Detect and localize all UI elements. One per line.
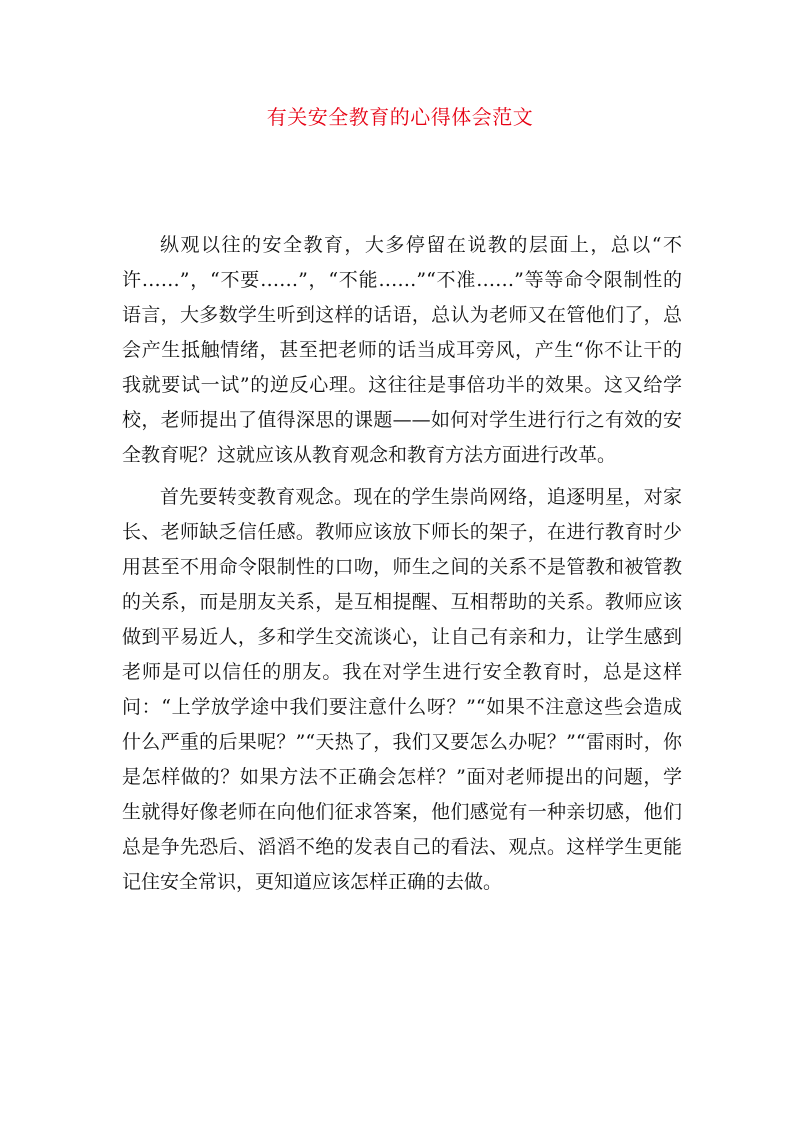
paragraph-1: 纵观以往的安全教育，大多停留在说教的层面上，总以“不许……”，“不要……”，“不能……”“不准……”等等命令限制性的语言，大多数学生听到这样的话语，总认为老师又在管他们了，总会产生抵触情绪，甚至把老师的话当成耳旁风，产生“你不让干的我就要试一试”的逆反心理。这往往是事倍功半的效果。这又给学校，老师提出了值得深思的课题——如何对学生进行行之有效的安全教育呢？这就应该从教育观念和教育方法方面进行改革。: [122, 234, 682, 466]
document-body: [122, 228, 682, 907]
document-title: 有关安全教育的心得体会范文: [266, 105, 534, 129]
paragraph-2: 首先要转变教育观念。现在的学生崇尚网络，追逐明星，对家长、老师缺乏信任感。教师应该放下师长的架子，在进行教育时少用甚至不用命令限制性的口吻，师生之间的关系不是管教和被管教的关系，而是朋友关系，是互相提醒、互相帮助的关系。教师应该做到平易近人，多和学生交流谈心，让自己有亲和力，让学生感到老师是可以信任的朋友。我在对学生进行安全教育时，总是这样问：“上学放学途中我们要注意什么呀？”“如果不注意这些会造成什么严重的后果呢？”“天热了，我们又要怎么办呢？”“雷雨时，你是怎样做的？如果方法不正确会怎样？”面对老师提出的问题，学生就得好像老师在向他们征求答案，他们感觉有一种亲切感，他们总是争先恐后、滔滔不绝的发表自己的看法、观点。这样学生更能记住安全常识，更知道应该怎样正确的去做。: [122, 486, 682, 893]
